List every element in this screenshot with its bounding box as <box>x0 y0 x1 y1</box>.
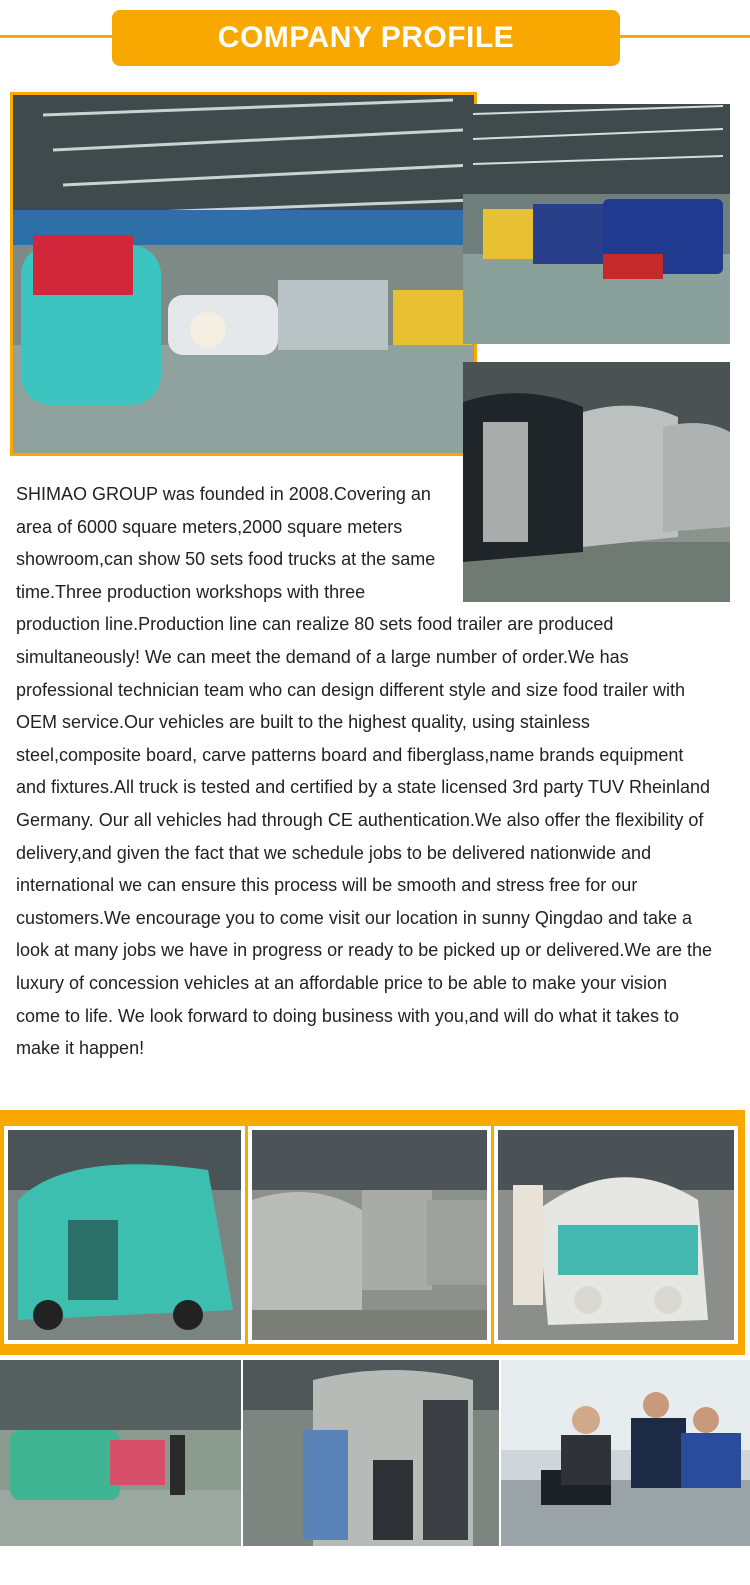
profile-paragraph: SHIMAO GROUP was founded in 2008.Covering an area of 6000 square meters,2000 square meters showroom,can show 50 sets food trucks at the same time.Three production workshops with three production line.Production line can realize 80 sets food trailer are produced simultaneously! We can meet the demand of a large number of order.We has professional technician team who can design different style and size food trailer with OEM service.Our vehicles are built to the highest quality, using stainless steel,composite board, carve patterns board and fiberglass,name brands equipment and fixtures.All truck is tested and certified by a state licensed 3rd party TUV Rheinland Germany. Our all vehicles had through CE authentication.We also offer the flexibility of delivery,and given the fact that we schedule jobs to be delivered nationwide and international we can ensure this process will be smooth and stress free for our customers.We encourage you to come visit our location in sunny Qingdao and take a look at many jobs we have in progress or ready to be picked up or delivered.We are the luxury of concession vehicles at an affordable price to be able to make your vision come to life. We look forward to doing business with you,and will do what it takes to make it happen! <box>16 484 713 1059</box>
food-trucks-photo <box>463 104 730 344</box>
image-wrap-space <box>446 478 716 608</box>
showroom-photo <box>10 92 477 456</box>
fiberglass-build-photo <box>494 1126 738 1344</box>
page-title: COMPANY PROFILE <box>217 21 515 54</box>
section-header <box>112 10 620 66</box>
company-profile-text <box>16 478 716 1065</box>
office-meeting-photo <box>501 1360 750 1546</box>
vintage-trucks-yard-photo <box>0 1360 241 1546</box>
teal-bus-photo <box>4 1126 245 1344</box>
customer-inspection-photo <box>243 1360 499 1546</box>
airstream-workshop-photo <box>248 1126 491 1344</box>
